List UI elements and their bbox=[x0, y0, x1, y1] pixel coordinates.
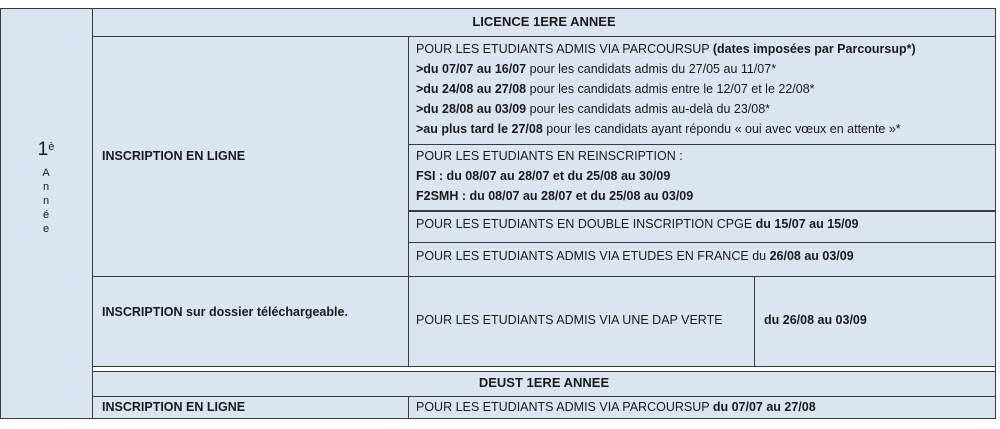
cpge-dates: du 15/07 au 15/09 bbox=[755, 217, 859, 231]
parcoursup-row-dates: >du 28/08 au 03/09 bbox=[416, 102, 527, 116]
year-label bbox=[0, 138, 92, 236]
year-letter: é bbox=[42, 209, 50, 222]
cpge-text: POUR LES ETUDIANTS EN DOUBLE INSCRIPTION CPGE bbox=[416, 217, 756, 231]
etudes-france-dates: 26/08 au 03/09 bbox=[769, 249, 854, 263]
border bbox=[92, 371, 996, 372]
cpge-row bbox=[416, 214, 859, 234]
border bbox=[408, 242, 996, 243]
parcoursup-row bbox=[416, 59, 776, 79]
border bbox=[408, 36, 409, 366]
parcoursup-title-bold: (dates imposées par Parcoursup*) bbox=[712, 42, 916, 56]
border bbox=[408, 210, 996, 212]
border bbox=[92, 36, 996, 37]
deust-parcoursup-dates: du 07/07 au 27/08 bbox=[712, 400, 816, 414]
parcoursup-row bbox=[416, 79, 815, 99]
reinscription-f2smh: F2SMH : du 08/07 au 28/07 et du 25/08 au 03/09 bbox=[416, 189, 694, 203]
border bbox=[0, 8, 996, 9]
border bbox=[754, 276, 755, 366]
etudes-france-row bbox=[416, 246, 854, 266]
parcoursup-row-text: pour les candidats admis du 27/05 au 11/07* bbox=[526, 62, 777, 76]
licence-title: LICENCE 1ERE ANNEE bbox=[472, 14, 616, 29]
parcoursup-row-text: pour les candidats admis au-delà du 23/08* bbox=[526, 102, 771, 116]
parcoursup-row-text: pour les candidats ayant répondu « oui avec vœux en attente »* bbox=[542, 122, 901, 136]
deust-parcoursup-row bbox=[416, 397, 816, 417]
etudes-france-text: POUR LES ETUDIANTS ADMIS VIA ETUDES EN FRANCE bbox=[416, 249, 753, 263]
deust-parcoursup-text: POUR LES ETUDIANTS ADMIS VIA PARCOURSUP bbox=[416, 400, 713, 414]
parcoursup-title-plain: POUR LES ETUDIANTS ADMIS VIA PARCOURSUP bbox=[416, 42, 713, 56]
dossier-label-rest: sur dossier téléchargeable. bbox=[182, 305, 348, 319]
border bbox=[408, 396, 409, 419]
year-letter: n bbox=[42, 181, 50, 194]
licence-online-label: INSCRIPTION EN LIGNE bbox=[102, 149, 246, 163]
year-letter: n bbox=[42, 195, 50, 208]
year-suffix: è bbox=[48, 141, 55, 153]
dap-dates: du 26/08 au 03/09 bbox=[764, 313, 867, 327]
border bbox=[995, 8, 996, 419]
deust-online-label: INSCRIPTION EN LIGNE bbox=[102, 400, 246, 414]
parcoursup-row-dates: >au plus tard le 27/08 bbox=[416, 122, 543, 136]
border bbox=[92, 8, 93, 419]
year-letter: e bbox=[42, 223, 50, 236]
reinscription-fsi: FSI : du 08/07 au 28/07 et du 25/08 au 30/09 bbox=[416, 169, 671, 183]
parcoursup-row bbox=[416, 99, 770, 119]
parcoursup-row-text: pour les candidats admis entre le 12/07 et le 22/08* bbox=[526, 82, 815, 96]
year-number: 1 bbox=[37, 139, 49, 161]
border bbox=[408, 144, 996, 145]
parcoursup-row-dates: >du 07/07 au 16/07 bbox=[416, 62, 527, 76]
border bbox=[92, 276, 996, 277]
border bbox=[0, 418, 996, 419]
border bbox=[92, 366, 996, 367]
parcoursup-title bbox=[416, 39, 916, 59]
deust-title: DEUST 1ERE ANNEE bbox=[478, 375, 610, 390]
etudes-france-du: du bbox=[752, 249, 770, 263]
dap-text: POUR LES ETUDIANTS ADMIS VIA UNE DAP VERTE bbox=[416, 313, 723, 327]
dossier-label-bold: INSCRIPTION bbox=[102, 305, 183, 319]
parcoursup-row-dates: >du 24/08 au 27/08 bbox=[416, 82, 527, 96]
parcoursup-row bbox=[416, 119, 901, 139]
year-letter: A bbox=[42, 167, 50, 180]
reinscription-title: POUR LES ETUDIANTS EN REINSCRIPTION : bbox=[416, 149, 683, 163]
dossier-label bbox=[102, 302, 348, 322]
